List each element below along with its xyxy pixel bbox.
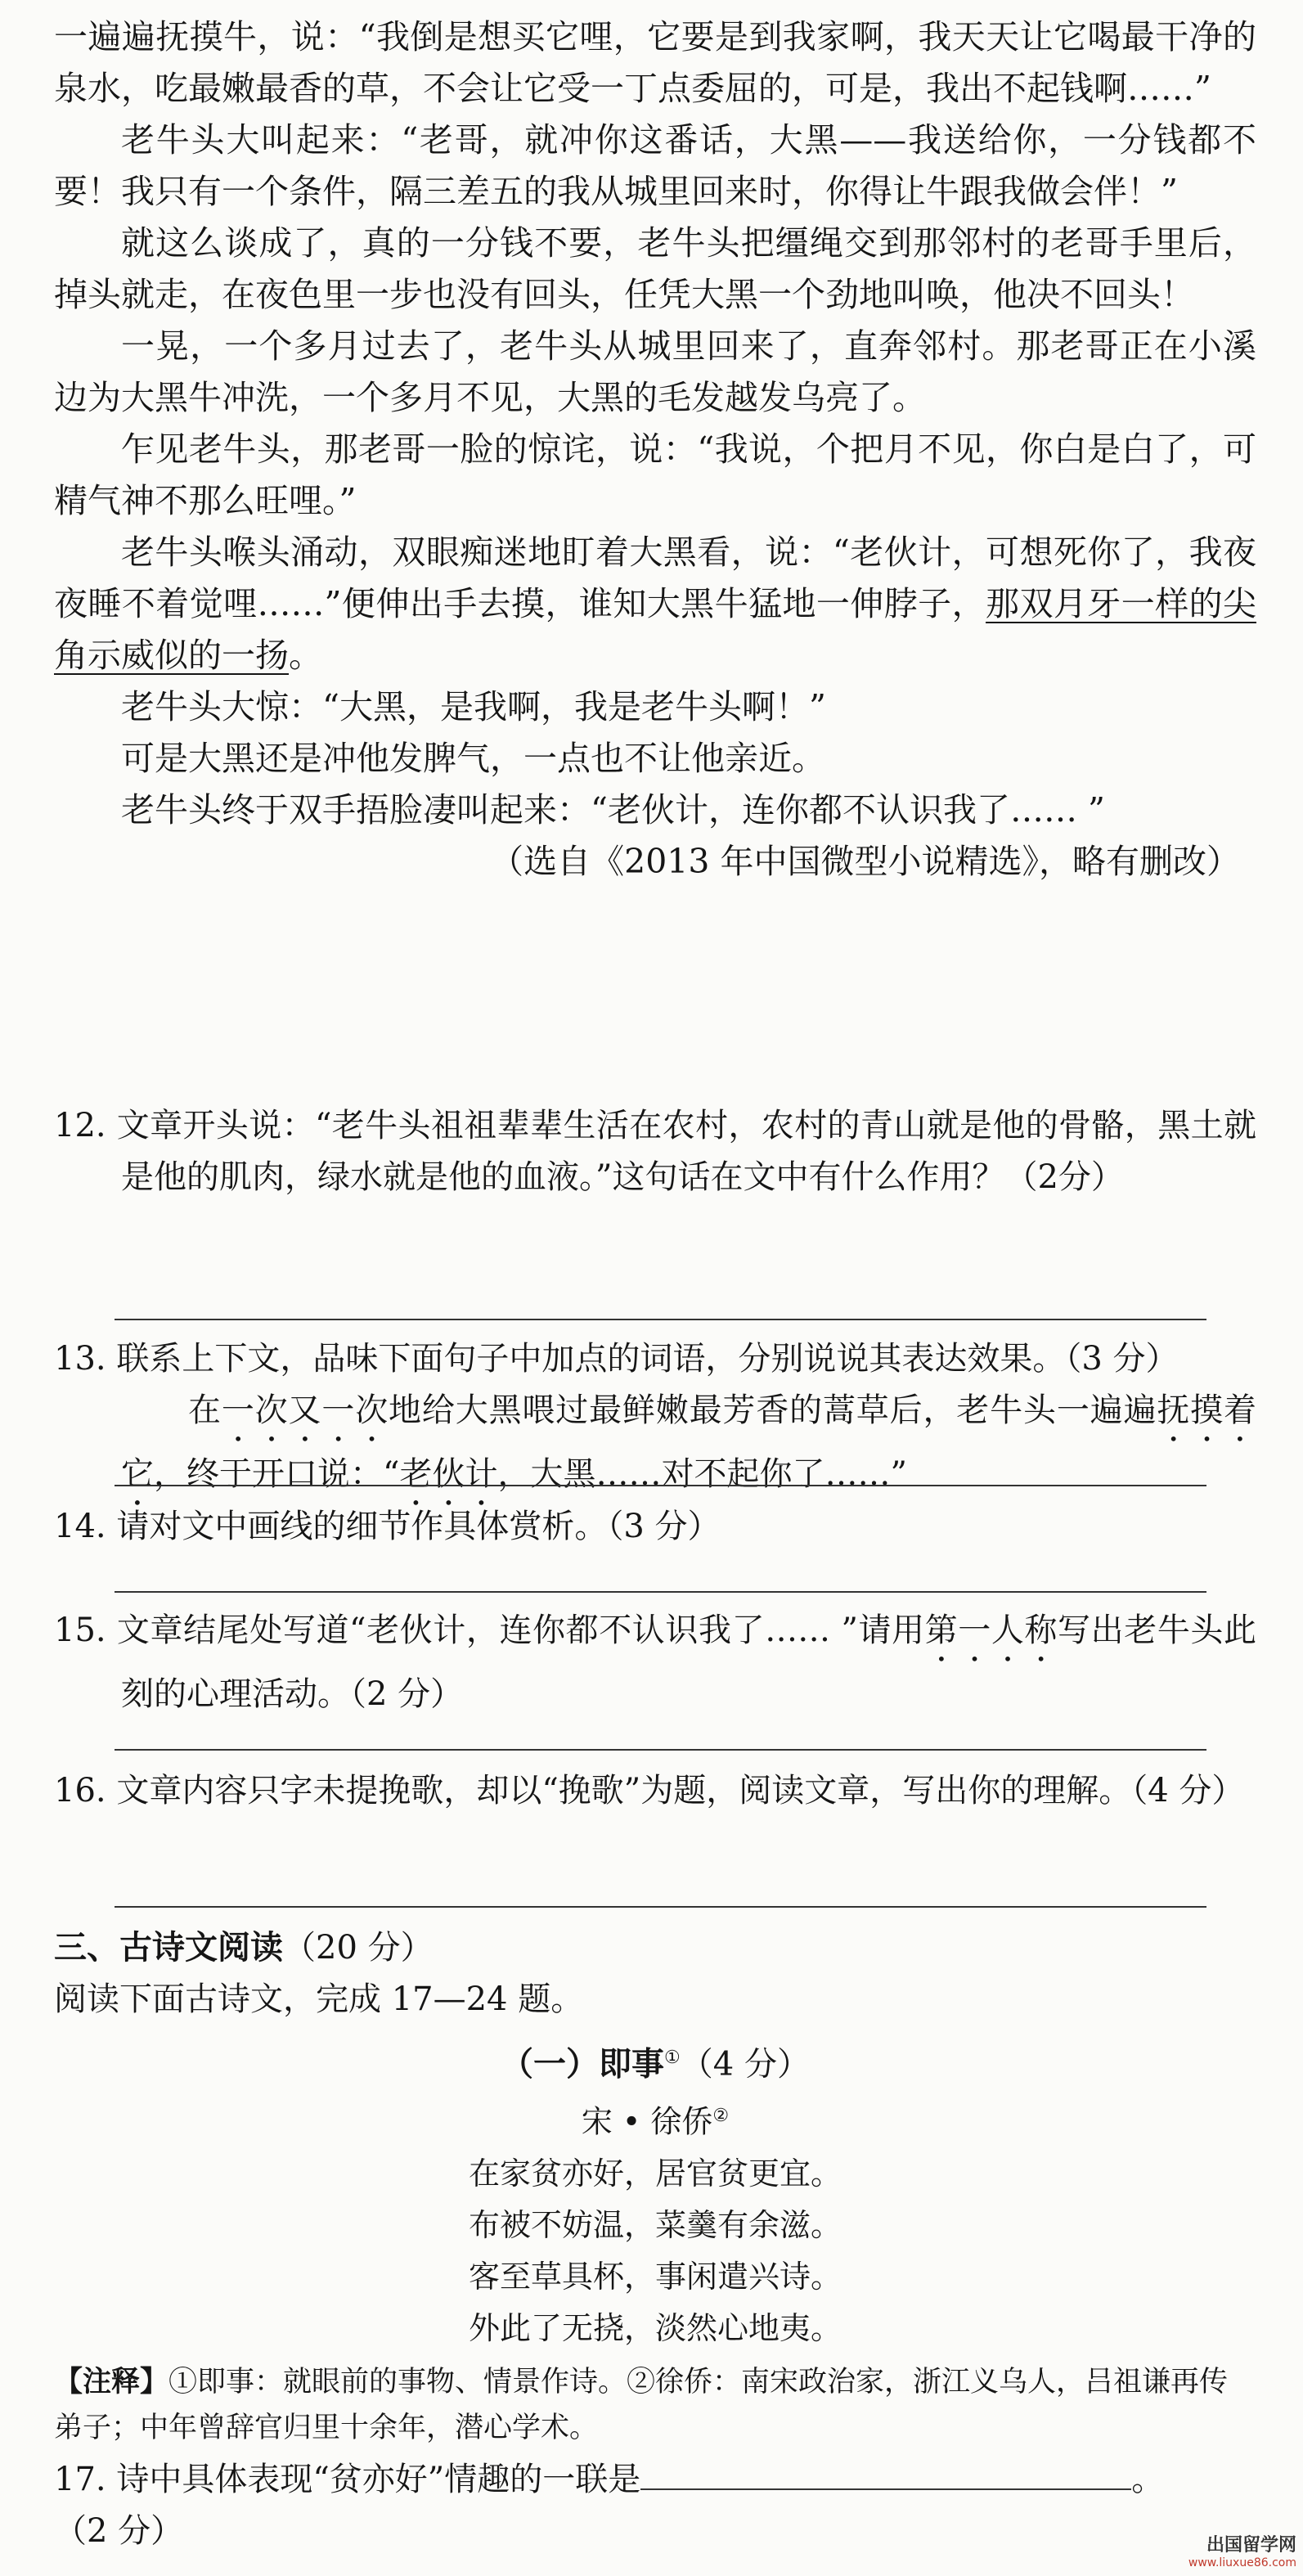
- question-17: [54, 2454, 1256, 2506]
- section-intro: 阅读下面古诗文，完成 17—24 题。: [54, 1980, 584, 2018]
- poem-author: [54, 2090, 1256, 2148]
- section-heading: [54, 1922, 1256, 1974]
- answer-line[interactable]: [115, 1906, 1206, 1908]
- question-12: [54, 1100, 1256, 1203]
- section-title: 三、古诗文阅读: [54, 1929, 283, 1967]
- source-citation: （选自《2013 年中国微型小说精选》，略有删改）: [490, 842, 1240, 881]
- dotted-word: 第一人称: [924, 1612, 1058, 1649]
- answer-line[interactable]: [115, 1485, 1206, 1486]
- question-text: 12. 文章开头说：“老牛头祖祖辈辈生活在农村，农村的青山就是他的骨骼，黑土就是他的肌肉，绿水就是他的血液。”这句话在文中有什么作用？（2分）: [54, 1107, 1256, 1196]
- answer-line[interactable]: [115, 1749, 1206, 1751]
- question-14: [54, 1501, 1256, 1553]
- paragraph: 乍见老牛头，那老哥一脸的惊诧，说：“我说，个把月不见，你白是白了，可精气神不那么旺哩。”: [54, 429, 1256, 520]
- poem-line: 在家贫亦好，居官贫更宜。: [468, 2155, 842, 2192]
- question-text: 14. 请对文中画线的细节作具体赏析。（3 分）: [54, 1508, 721, 1545]
- poem-score: （4 分）: [680, 2045, 810, 2084]
- paragraph-text: 。: [289, 636, 322, 675]
- question-16: [54, 1765, 1256, 1817]
- annotation-text: ①即事：就眼前的事物、情景作诗。②徐侨：南宋政治家，浙江义乌人，吕祖谦再传弟子；中年曾辞官归里十余年，潜心学术。: [54, 2365, 1229, 2444]
- paragraph-text: 老牛头喉头涌动，双眼痴迷地盯着大黑看，说：“老伙计，可想死你了，我夜夜睡不着觉哩……”便伸出手去摸，谁知大黑牛猛地一伸脖子，: [54, 533, 1256, 623]
- question-text-part: 15. 文章结尾处写道“老伙计，连你都不认识我了…… ”请用: [54, 1612, 925, 1649]
- fill-in-blank[interactable]: [640, 2456, 1131, 2490]
- poem-title-text: （一）即事: [501, 2045, 665, 2084]
- section-score: （20 分）: [283, 1929, 434, 1967]
- section-3: [54, 1922, 1256, 2557]
- question-text: 16. 文章内容只字未提挽歌，却以“挽歌”为题，阅读文章，写出你的理解。（4 分）: [54, 1772, 1245, 1809]
- paragraph: 一晃，一个多月过去了，老牛头从城里回来了，直奔邻村。那老哥正在小溪边为大黑牛冲洗，一个多月不见，大黑的毛发越发乌亮了。: [54, 326, 1256, 417]
- author-text: 宋 • 徐侨: [581, 2103, 713, 2140]
- annotation-label: 【注释】: [54, 2365, 169, 2398]
- paragraph: 老牛头大惊：“大黑，是我啊，我是老牛头啊！”: [121, 687, 826, 726]
- answer-line[interactable]: [115, 1319, 1206, 1320]
- question-text: 17. 诗中具体表现“贫亦好”情趣的一联是: [54, 2460, 641, 2498]
- question-15: [54, 1605, 1256, 1720]
- watermark-name: 出国留学网: [1206, 2535, 1296, 2556]
- quoted-sentence: [54, 1385, 1256, 1513]
- answer-line[interactable]: [115, 1591, 1206, 1593]
- underlined-detail: 那双月牙一样的尖角示威似的一扬: [54, 584, 1256, 675]
- dotted-word: 抚摸着它: [121, 1391, 1257, 1493]
- paragraph: [54, 527, 1256, 681]
- annotation: [54, 2359, 1256, 2451]
- dotted-word: 一次又一次: [221, 1391, 389, 1429]
- sentence-text: 在: [188, 1391, 222, 1429]
- paragraph: 一遍遍抚摸牛，说：“我倒是想买它哩，它要是到我家啊，我天天让它喝最干净的泉水，吃最嫩最香的草，不会让它受一丁点委屈的，可是，我出不起钱啊……”: [54, 17, 1256, 108]
- poem-line: 外此了无挠，淡然心地夷。: [468, 2309, 842, 2346]
- sentence-text: 地给大黑喂过最鲜嫩最芳香的蒿草后，老牛头一遍遍: [389, 1391, 1157, 1429]
- story-block: [54, 11, 1256, 888]
- watermark-url: www.liuxue86.com: [1188, 2556, 1296, 2569]
- footnote-marker: ②: [712, 2106, 730, 2127]
- sentence-text: ，终于开口说：“: [154, 1455, 400, 1493]
- paragraph: 老牛头终于双手捂脸凄叫起来：“老伙计，连你都不认识我了…… ”: [121, 790, 1105, 829]
- watermark: [1188, 2531, 1296, 2569]
- sentence-text: ，大黑……对不起你了……”: [497, 1455, 907, 1493]
- question-text: [54, 1605, 1256, 1720]
- footnote-marker: ①: [664, 2048, 681, 2068]
- poem-title: [54, 2032, 1256, 2090]
- question-text: 13. 联系上下文，品味下面句子中加点的词语，分别说说其表达效果。（3 分）: [54, 1340, 1179, 1378]
- paragraph: 就这么谈成了，真的一分钱不要，老牛头把缰绳交到那邻村的老哥手里后，掉头就走，在夜色里一步也没有回头，任凭大黑一个劲地叫唤，他决不回头！: [54, 223, 1256, 314]
- paragraph: 老牛头大叫起来：“老哥，就冲你这番话，大黑——我送给你，一分钱都不要！我只有一个条件，隔三差五的我从城里回来时，你得让牛跟我做会伴！”: [54, 120, 1256, 211]
- paragraph: 可是大黑还是冲他发脾气，一点也不让他亲近。: [121, 739, 825, 778]
- question-text-part: 写出老牛头此刻的心理活动。（2 分）: [121, 1612, 1256, 1713]
- question-score: （2 分）: [54, 2511, 184, 2550]
- poem-line: 客至草具杯，事闲遣兴诗。: [468, 2258, 842, 2295]
- poem-line: 布被不妨温，菜羹有余滋。: [468, 2206, 842, 2243]
- question-text: 。: [1131, 2460, 1165, 2498]
- dotted-word: 老伙计: [399, 1455, 498, 1493]
